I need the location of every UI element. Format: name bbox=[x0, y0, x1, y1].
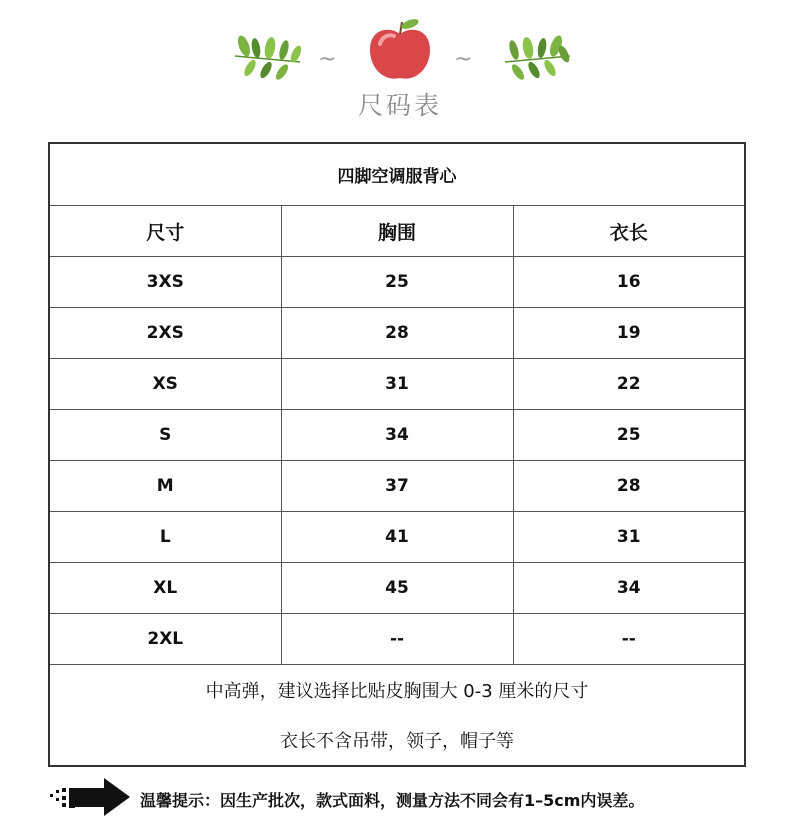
header-art bbox=[0, 0, 800, 90]
apple-icon bbox=[370, 17, 430, 79]
chest-cell: 25 bbox=[281, 257, 513, 308]
chest-cell: 34 bbox=[281, 410, 513, 461]
chest-cell: 28 bbox=[281, 308, 513, 359]
arrow-right-icon bbox=[48, 776, 138, 820]
length-cell: 22 bbox=[513, 359, 745, 410]
table-row bbox=[49, 308, 745, 359]
column-header-length: 衣长 bbox=[513, 206, 745, 257]
length-cell: 31 bbox=[513, 512, 745, 563]
table-header-row bbox=[49, 206, 745, 257]
size-chart-table bbox=[48, 142, 746, 767]
table-row bbox=[49, 410, 745, 461]
column-header-size: 尺寸 bbox=[49, 206, 281, 257]
tip-text: 温馨提示：因生产批次，款式面料，测量方法不同会有1–5cm内误差。 bbox=[140, 791, 645, 810]
table-row bbox=[49, 461, 745, 512]
size-cell: 2XL bbox=[49, 614, 281, 665]
size-cell: S bbox=[49, 410, 281, 461]
tilde-right: ~ bbox=[454, 47, 473, 72]
table-row bbox=[49, 257, 745, 308]
leaf-branch-icon bbox=[235, 34, 303, 82]
size-cell: M bbox=[49, 461, 281, 512]
size-cell: XS bbox=[49, 359, 281, 410]
length-cell: 25 bbox=[513, 410, 745, 461]
size-cell: 2XS bbox=[49, 308, 281, 359]
table-row bbox=[49, 512, 745, 563]
footer-tip bbox=[48, 776, 768, 820]
table-note-row bbox=[49, 715, 745, 766]
length-cell: 34 bbox=[513, 563, 745, 614]
leaf-branch-icon bbox=[505, 34, 571, 82]
chest-cell: 31 bbox=[281, 359, 513, 410]
chest-cell: -- bbox=[281, 614, 513, 665]
table-title: 四脚空调服背心 bbox=[49, 143, 745, 206]
table-title-row bbox=[49, 143, 745, 206]
chest-cell: 37 bbox=[281, 461, 513, 512]
header-decoration bbox=[0, 0, 800, 130]
stretch-note: 中高弹，建议选择比贴皮胸围大 0-3 厘米的尺寸 bbox=[49, 665, 745, 716]
length-note: 衣长不含吊带，领子，帽子等 bbox=[49, 715, 745, 766]
chest-cell: 45 bbox=[281, 563, 513, 614]
table-row bbox=[49, 359, 745, 410]
size-cell: XL bbox=[49, 563, 281, 614]
chest-cell: 41 bbox=[281, 512, 513, 563]
length-cell: 19 bbox=[513, 308, 745, 359]
page-title: 尺码表 bbox=[357, 91, 442, 120]
size-cell: 3XS bbox=[49, 257, 281, 308]
length-cell: -- bbox=[513, 614, 745, 665]
tilde-left: ~ bbox=[318, 47, 337, 72]
table-row bbox=[49, 614, 745, 665]
table-row bbox=[49, 563, 745, 614]
table-note-row bbox=[49, 665, 745, 716]
length-cell: 28 bbox=[513, 461, 745, 512]
column-header-chest: 胸围 bbox=[281, 206, 513, 257]
size-cell: L bbox=[49, 512, 281, 563]
length-cell: 16 bbox=[513, 257, 745, 308]
